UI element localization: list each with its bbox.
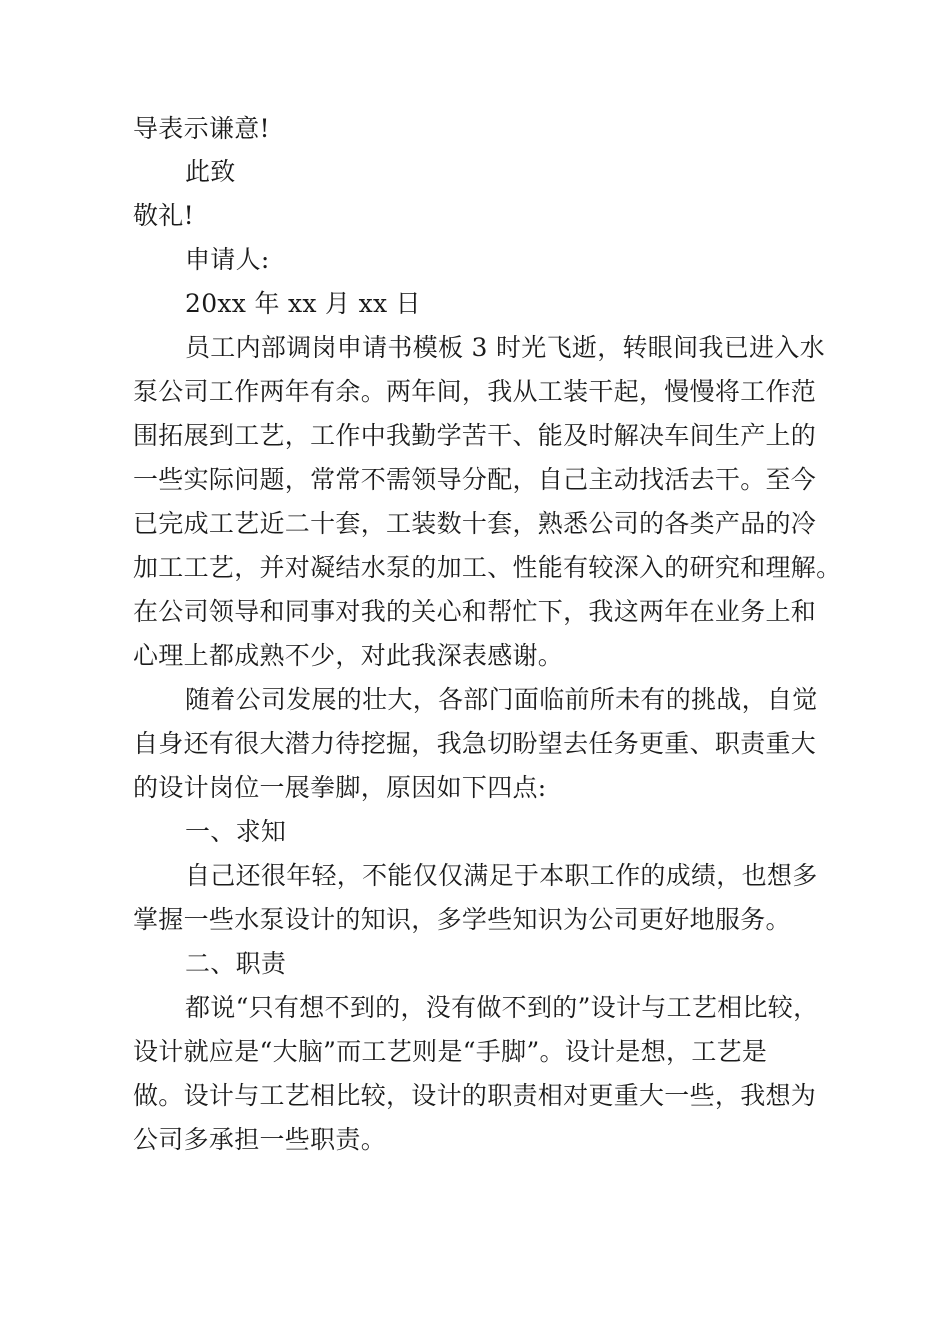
paragraph-line: 围拓展到工艺，工作中我勤学苦干、能及时解决车间生产上的 — [133, 421, 817, 450]
paragraph-line: 加工工艺，并对凝结水泵的加工、性能有较深入的研究和理解。 — [133, 553, 842, 582]
paragraph-line: 自身还有很大潜力待挖掘，我急切盼望去任务更重、职责重大 — [133, 729, 817, 758]
paragraph-line: 自己还很年轻，不能仅仅满足于本职工作的成绩，也想多 — [185, 861, 818, 890]
salutation-cizhi: 此致 — [185, 157, 236, 186]
paragraph-line: 已完成工艺近二十套，工装数十套，熟悉公司的各类产品的冷 — [133, 509, 817, 538]
paragraph-line: 都说“只有想不到的，没有做不到的”设计与工艺相比较， — [185, 993, 819, 1022]
paragraph-line: 掌握一些水泵设计的知识，多学些知识为公司更好地服务。 — [133, 905, 791, 934]
paragraph-line: 员工内部调岗申请书模板 3 时光飞逝，转眼间我已进入水 — [185, 333, 825, 362]
paragraph-line: 做。设计与工艺相比较，设计的职责相对更重大一些，我想为 — [133, 1081, 817, 1110]
paragraph-line: 公司多承担一些职责。 — [133, 1125, 387, 1154]
paragraph-line: 泵公司工作两年有余。两年间，我从工装干起，慢慢将工作范 — [133, 377, 817, 406]
applicant-label: 申请人: — [185, 245, 270, 274]
paragraph-line: 心理上都成熟不少，对此我深表感谢。 — [133, 641, 564, 670]
paragraph-line: 在公司领导和同事对我的关心和帮忙下，我这两年在业务上和 — [133, 597, 817, 626]
section-heading-zhize: 二、职责 — [185, 949, 287, 978]
salutation-jingli: 敬礼! — [133, 201, 194, 230]
paragraph-line: 的设计岗位一展拳脚，原因如下四点: — [133, 773, 547, 802]
closing-text: 导表示谦意! — [133, 114, 270, 143]
date-line: 20xx 年 xx 月 xx 日 — [185, 289, 421, 318]
paragraph-line: 随着公司发展的壮大，各部门面临前所未有的挑战，自觉 — [185, 685, 818, 714]
paragraph-line: 设计就应是“大脑”而工艺则是“手脚”。设计是想，工艺是 — [133, 1037, 768, 1066]
section-heading-qiuzhi: 一、求知 — [185, 817, 287, 846]
paragraph-line: 一些实际问题，常常不需领导分配，自己主动找活去干。至今 — [133, 465, 817, 494]
